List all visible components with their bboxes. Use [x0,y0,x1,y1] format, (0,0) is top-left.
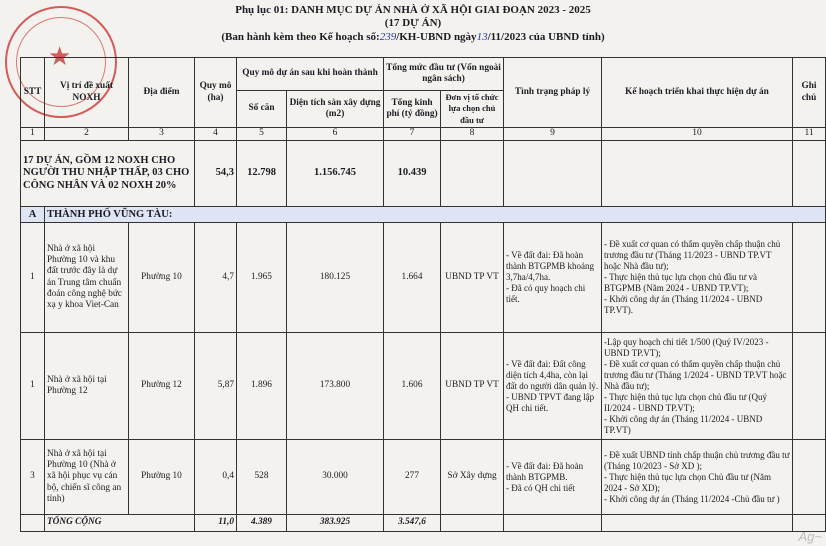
col-header-place: Địa điểm [129,58,195,128]
total-row [21,515,826,532]
total-label: TỔNG CỘNG [45,515,195,532]
summary-area: 54,3 [195,141,237,207]
project-table [20,57,826,532]
col-header-area: Quy mô (ha) [195,58,237,128]
table-row [21,333,826,440]
handwritten-day: 13 [476,31,488,43]
document-title: Phụ lục 01: DANH MỤC DỰ ÁN NHÀ Ở XÃ HỘI GIAI ĐOẠN 2023 - 2025 [235,4,591,16]
legal-line: - Về đất đai: Đất công diện tích 4,4ha, còn lại đất do người dân quản lý. [506,358,599,391]
section-name: THÀNH PHỐ VŨNG TÀU: [45,207,826,223]
summary-units: 12.798 [237,141,287,207]
col-header-investment-group: Tổng mức đầu tư (Vốn ngoài ngân sách) [384,58,504,91]
total-floor-area: 383.925 [287,515,384,532]
summary-total-investment: 10.439 [384,141,441,207]
total-investment: 3.547,6 [384,515,441,532]
row-place: Phường 10 [129,223,195,333]
document-issued-line: (Ban hành kèm theo Kế hoạch số:239/KH-UBND ngày13/11/2023 của UBND tỉnh) [221,31,605,43]
column-number-row [21,128,826,141]
section-letter: A [21,207,45,223]
row-units: 1.896 [237,333,287,440]
row-area: 4,7 [195,223,237,333]
row-place: Phường 10 [129,440,195,515]
col-header-notes: Ghi chú [793,58,826,128]
row-legal-status [504,333,602,440]
row-project-name: Nhà ở xã hội Phường 10 và khu đất trước đây là dự án Trung tâm chuẩn đoán công nghệ bức xạ y khoa Viet-Can [45,223,129,333]
row-legal-status [504,223,602,333]
column-number: 8 [441,128,504,141]
seal-star-icon: ★ [48,42,72,71]
row-floor-area: 173.800 [287,333,384,440]
plan-line: - Đề xuất cơ quan có thẩm quyền chấp thuận chủ trương đầu tư (Tháng 1/2024 - UBND TP.VT hoặc Nhà đầu tư); [604,358,787,391]
row-units: 528 [237,440,287,515]
legal-line: - Về đất đai: Đã hoàn thành BTGPMB khoảng 3,7ha/4,7ha. [506,250,595,282]
handwritten-number: 239 [379,31,397,43]
row-total-investment: 1.606 [384,333,441,440]
column-number: 9 [504,128,602,141]
plan-line: - Khởi công dự án (Tháng 11/2024 -Chủ đầu tư ) [604,493,780,504]
col-header-units: Số căn [237,91,287,128]
plan-line: - Khởi công dự án (Tháng 11/2024 - UBND TP.VT) [604,413,763,435]
plan-line: - Đề xuất UBND tỉnh chấp thuận chủ trương đầu tư (Tháng 10/2023 - Sở XD ); [604,449,790,471]
col-header-stt: STT [21,58,45,128]
column-number: 7 [384,128,441,141]
row-selector: Sở Xây dựng [441,440,504,515]
row-legal-status [504,440,602,515]
total-units: 4.389 [237,515,287,532]
summary-label: 17 DỰ ÁN, GỒM 12 NOXH CHO NGƯỜI THU NHẬP THẤP, 03 CHO CÔNG NHÂN VÀ 02 NOXH 20% [21,141,195,207]
summary-floor-area: 1.156.745 [287,141,384,207]
column-number: 3 [129,128,195,141]
row-notes [793,333,826,440]
legal-line: - Đã có quy hoạch chi tiết. [506,283,586,304]
plan-line: - Thực hiện thủ tục lựa chọn Chủ đầu tư (Năm 2024 - Sở XD); [604,471,771,493]
row-place: Phường 12 [129,333,195,440]
table-row [21,223,826,333]
column-number: 10 [602,128,793,141]
row-stt: 3 [21,440,45,515]
col-header-legal: Tình trạng pháp lý [504,58,602,128]
row-total-investment: 277 [384,440,441,515]
table-header-row [21,58,826,91]
col-header-scale-group: Quy mô dự án sau khi hoàn thành [237,58,384,91]
legal-line: - UBND TPVT đang lập QH chi tiết. [506,391,595,413]
column-number: 4 [195,128,237,141]
row-project-name: Nhà ở xã hội tại Phường 10 (Nhà ở xã hội phục vụ cán bộ, chiến sĩ công an tỉnh) [45,440,129,515]
legal-line: - Đã có QH chi tiết [506,482,575,493]
row-stt: 1 [21,223,45,333]
row-stt: 1 [21,333,45,440]
column-number: 2 [45,128,129,141]
row-selector: UBND TP VT [441,333,504,440]
row-plan [602,440,793,515]
row-notes [793,440,826,515]
row-notes [793,223,826,333]
summary-row [21,141,826,207]
document-subtitle: (17 DỰ ÁN) [384,17,442,29]
col-header-selector: Đơn vị tổ chức lựa chọn chủ đầu tư [441,91,504,128]
col-header-plan: Kế hoạch triển khai thực hiện dự án [602,58,793,128]
row-area: 0,4 [195,440,237,515]
total-area: 11,0 [195,515,237,532]
row-floor-area: 180.125 [287,223,384,333]
row-area: 5,87 [195,333,237,440]
row-plan [602,223,793,333]
row-floor-area: 30.000 [287,440,384,515]
row-total-investment: 1.664 [384,223,441,333]
row-project-name: Nhà ở xã hội tại Phường 12 [45,333,129,440]
legal-line: - Về đất đai: Đã hoàn thành BTGPMB. [506,460,584,482]
column-number: 6 [287,128,384,141]
row-units: 1.965 [237,223,287,333]
column-number: 11 [793,128,826,141]
column-number: 5 [237,128,287,141]
plan-line: - Thực hiện thủ tục lựa chọn chủ đầu tư và BTGPMB (Năm 2024 - UBND TP.VT); [604,272,757,293]
document-header [0,3,826,44]
plan-line: - Đề xuất cơ quan có thẩm quyền chấp thuận chủ trương đầu tư (Tháng 11/2023 - UBND TP.VT hoặc Nhà đầu tư); [604,239,781,271]
row-selector: UBND TP VT [441,223,504,333]
signature-mark: Ag~ [798,529,822,544]
row-plan [602,333,793,440]
col-header-location: Vị trí đề xuất NOXH [45,58,129,128]
table-row [21,440,826,515]
plan-line: -Lập quy hoạch chi tiết 1/500 (Quý IV/2023 - UBND TP.VT); [604,336,769,358]
col-header-floor-area: Diện tích sàn xây dựng (m2) [287,91,384,128]
plan-line: - Thực hiện thủ tục lựa chọn chủ đầu tư (Quý II/2024 - UBND TP.VT); [604,391,767,413]
column-number: 1 [21,128,45,141]
plan-line: - Khởi công dự án (Tháng 11/2024 - UBND TP.VT). [604,294,763,315]
section-row [21,207,826,223]
col-header-total-investment: Tổng kinh phí (tỷ đồng) [384,91,441,128]
